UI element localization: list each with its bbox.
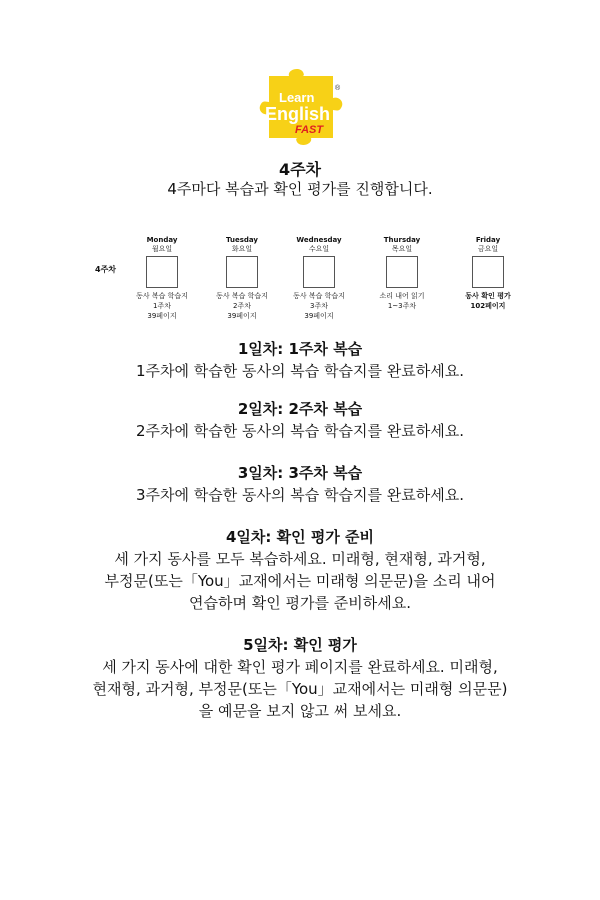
day4-text-line1: 세 가지 동사를 모두 복습하세요. 미래형, 현재형, 과거형,	[114, 550, 486, 568]
day4-text-line2: 부정문(또는「You」교재에서는 미래형 의문문)을 소리 내어	[104, 572, 496, 590]
day1-text: 1주차에 학습한 동사의 복습 학습지를 완료하세요.	[136, 362, 464, 380]
day1-section	[0, 338, 600, 382]
logo-line2: English	[265, 104, 331, 124]
day5-text-line1: 세 가지 동사에 대한 확인 평가 페이지를 완료하세요. 미래형,	[102, 658, 498, 676]
day-name-ko: 수요일	[308, 245, 330, 253]
day-page: 39페이지	[304, 312, 334, 320]
day-week: 1주차	[153, 302, 171, 310]
day-week: 2주차	[233, 302, 251, 310]
day-name-ko: 목요일	[391, 245, 413, 253]
day2-section	[0, 398, 600, 442]
day5-heading: 5일차: 확인 평가	[243, 636, 357, 654]
day-name-ko: 화요일	[231, 245, 253, 253]
logo-line1: Learn	[279, 90, 315, 105]
day-checkbox	[472, 256, 504, 288]
day2-text: 2주차에 학습한 동사의 복습 학습지를 완료하세요.	[136, 422, 464, 440]
logo-line3: FAST	[295, 124, 324, 136]
day-checkbox	[386, 256, 418, 288]
day5-section	[0, 634, 600, 722]
day-name-en: Monday	[146, 236, 178, 244]
day-checkbox	[146, 256, 178, 288]
day-page: 102페이지	[470, 302, 506, 310]
day-task: 동사 복습 학습지	[293, 292, 345, 300]
day-name-en: Tuesday	[226, 236, 258, 244]
day-name-ko: 금요일	[477, 245, 499, 253]
day-name-ko: 월요일	[151, 245, 173, 253]
week-title: 4주차	[278, 160, 322, 179]
day-task: 동사 복습 학습지	[136, 292, 188, 300]
day-name-en: Thursday	[383, 236, 421, 244]
day1-heading: 1일차: 1주차 복습	[237, 340, 363, 358]
day-checkbox	[303, 256, 335, 288]
day-page: 39페이지	[227, 312, 257, 320]
day-task: 동사 확인 평가	[465, 292, 511, 300]
day-checkbox	[226, 256, 258, 288]
day-task: 소리 내어 읽기	[379, 292, 425, 300]
day3-text: 3주차에 학습한 동사의 복습 학습지를 완료하세요.	[136, 486, 464, 504]
day2-heading: 2일차: 2주차 복습	[237, 400, 363, 418]
weekly-schedule	[0, 236, 600, 320]
schedule-row-label: 4주차	[95, 265, 117, 274]
day-page: 39페이지	[147, 312, 177, 320]
day5-text-line3: 을 예문을 보지 않고 써 보세요.	[198, 702, 402, 720]
day3-heading: 3일차: 3주차 복습	[237, 464, 363, 482]
day-week: 1~3주차	[387, 302, 417, 310]
day-task: 동사 복습 학습지	[216, 292, 268, 300]
day-name-en: Wednesday	[296, 236, 342, 244]
day3-section	[0, 462, 600, 506]
day-friday	[433, 236, 543, 311]
day-week: 3주차	[310, 302, 328, 310]
day-name-en: Friday	[475, 236, 501, 244]
learn-english-fast-logo	[255, 68, 347, 146]
day5-text-line2: 현재형, 과거형, 부정문(또는「You」교재에서는 미래형 의문문)	[92, 680, 508, 698]
logo-registered-mark: ®	[335, 85, 341, 92]
day4-text-line3: 연습하며 확인 평가를 준비하세요.	[189, 594, 411, 612]
week-subtitle: 4주마다 복습과 확인 평가를 진행합니다.	[167, 180, 433, 198]
day4-heading: 4일차: 확인 평가 준비	[225, 528, 375, 546]
day4-section	[0, 526, 600, 614]
